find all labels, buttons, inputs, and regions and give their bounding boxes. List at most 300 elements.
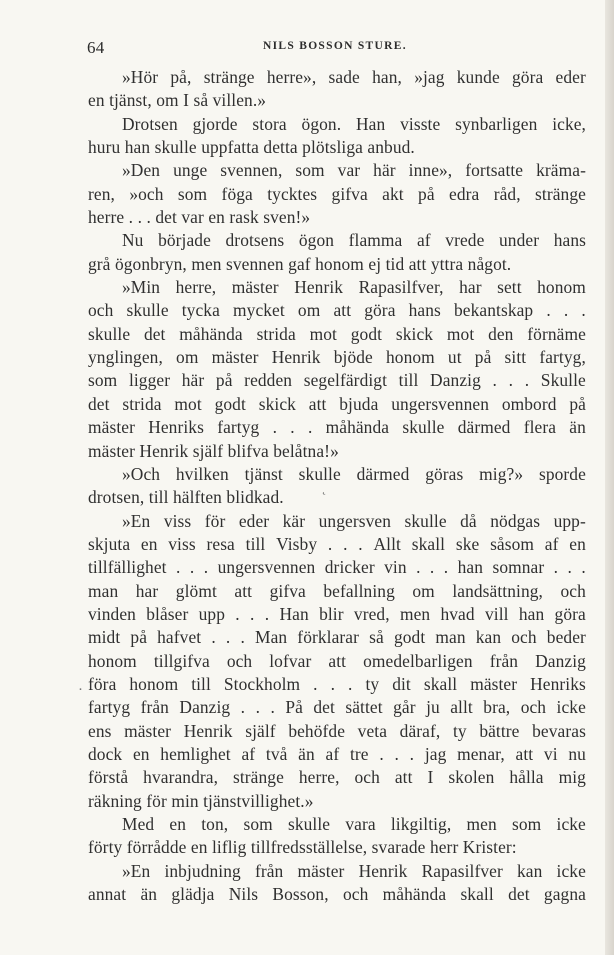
word: . [235,603,240,624]
word: På [285,697,303,718]
word: mäster [88,417,135,438]
word: mycket [233,300,285,321]
word: . [581,557,586,578]
word: . [270,697,275,718]
word: Danzig [430,370,481,391]
word: ungersvennen [391,393,490,414]
word: skulle [154,137,202,158]
word: honom [315,253,369,274]
word: eder [555,67,586,87]
word: dit [392,673,411,694]
word: Med [122,814,155,834]
word: det [88,393,110,414]
word: hvad [440,603,475,624]
word: inbjudning [164,860,241,881]
word: mot [174,393,202,414]
word: . [443,557,449,578]
word: strida [256,323,296,344]
word: det [143,323,166,344]
text-line [88,206,586,229]
word: till [148,487,173,508]
word: mäster [231,277,279,298]
word: . [225,627,231,648]
word: . [546,300,551,321]
word: tre [349,743,369,764]
word: af [325,743,340,764]
text-line [88,136,586,159]
word: förklarar [297,627,360,648]
word: göra [554,603,586,624]
word: kunde [456,67,500,87]
word: vinden [88,603,136,624]
word: gifva [331,183,368,204]
word: bjuda [339,393,379,414]
word: unge [173,160,208,181]
word: herre, [175,277,217,298]
word: vi [543,743,558,764]
word: fartyg [88,697,131,718]
word: om [297,300,321,321]
word: »En [122,860,151,881]
word: därmed [356,463,410,484]
word: . [175,557,181,578]
word: ögonbryn, [114,253,192,274]
word: fartyg [217,417,260,438]
text-line [88,580,586,603]
word: en [190,837,212,858]
word: kär [282,510,306,531]
word: vara [345,814,376,834]
word: . [581,300,586,321]
text-line [88,533,586,556]
word: Rapasilfver, [358,277,444,298]
word: man [435,627,466,648]
word: Bosson, [272,884,329,905]
word: . [492,370,497,391]
word: att [234,580,253,601]
word: allt [450,697,473,718]
word: som [243,814,273,834]
word: »och [129,183,164,204]
word: sitt [504,347,527,368]
word: mot [446,323,475,344]
word: ögon. [301,113,342,134]
word: att [308,393,327,414]
word: . [416,557,421,578]
text-line [88,813,586,836]
word: hvilken [175,463,229,484]
word: från [140,697,169,718]
word: att [408,253,431,274]
word: mäster [124,720,172,741]
word: och [511,627,537,648]
word: Henrik [139,440,193,461]
word: . [524,370,530,391]
word: . [272,417,278,438]
text-line [88,393,586,416]
word: en [569,533,586,554]
word: min [171,790,204,811]
word: svarade [371,837,430,858]
word: på [130,627,148,648]
word: drotsen, [88,487,149,508]
word: . [508,370,514,391]
word: måhända [325,417,390,438]
word: på [474,347,492,368]
word: »Den [122,160,161,181]
word: Man [255,627,288,648]
text-line [88,89,586,112]
word: skulle [402,417,445,438]
word: »En [122,510,151,531]
word: tjänstvillighet.» [203,790,314,811]
word: . [250,603,255,624]
word: af [241,743,256,764]
word: sporde [538,463,586,484]
word: hans [553,230,586,251]
word: två [265,743,288,764]
word: en [169,814,187,834]
text-line [88,253,586,276]
word: »Och [122,463,161,484]
word: skick [258,393,296,414]
word: . [290,417,295,438]
word: måhända [179,323,243,344]
word: visste [400,113,441,134]
word: om [176,347,199,368]
word: Henrik [294,277,344,298]
word: Stockholm [223,673,301,694]
word: svennen [226,253,289,274]
word: förty [88,837,127,858]
word: villen.» [212,90,267,111]
word: han, [372,67,402,87]
word: han [124,137,155,158]
word: tillfredsställelse, [250,837,372,858]
word: Danzig [535,650,586,671]
word: ske [455,533,480,554]
word: Henriks [148,417,204,438]
word: på [569,393,586,414]
text-line [88,766,586,789]
word: blidkad. [226,487,284,508]
word: Rapasilfver [421,860,503,881]
word: uppfatta [201,137,264,158]
text-line [88,299,586,322]
word: . [330,673,336,694]
word: här [181,370,205,391]
word: lofvar [269,650,312,671]
word: bra, [483,697,511,718]
word: och [342,884,369,905]
word: . [409,743,415,764]
word: icke [556,814,586,834]
word: af [544,533,559,554]
word: går [393,697,416,718]
word: kan [475,627,502,648]
word: svennen, [220,160,283,181]
word: något. [467,253,512,274]
word: mot [309,323,337,344]
word: nödgas [490,510,541,531]
word: har [459,277,482,298]
word: . [146,207,156,228]
word: en [208,207,230,228]
text-line [88,346,586,369]
word: här [373,160,396,181]
page-number: 64 [87,38,105,57]
margin-speck: · [78,682,83,698]
word: skall [411,533,446,554]
word: göra [512,67,544,87]
word: hälften [172,487,227,508]
word: Visby [276,533,318,554]
word: . [567,557,572,578]
word: Drotsen [122,113,178,134]
word: att [515,743,534,764]
word: ty [452,720,467,741]
word: göras [425,463,464,484]
word: befallning [323,580,395,601]
word: midt [88,627,121,648]
word: till [191,673,211,694]
word: blifva [227,440,274,461]
word: skick [395,323,434,344]
word: skulle [287,814,331,834]
word: . [429,557,435,578]
word: stränge [203,67,255,87]
word: Nils [228,884,259,905]
word: skulle [404,510,447,531]
word: resa [206,533,235,554]
word: att [328,650,347,671]
word: viss [168,533,196,554]
word: en [88,90,110,111]
word: vred, [353,603,390,624]
text-line [88,369,586,392]
word: plötsliga [302,137,368,158]
word: ligger [128,370,171,391]
word: ens [88,720,112,741]
word: hafvet [157,627,202,648]
word: stränge [535,183,586,204]
word: sven!» [263,207,311,228]
word: stora [252,113,287,134]
word: hålla [509,767,544,788]
word: . [394,743,399,764]
word: I [427,767,434,788]
word: landsättning, [452,580,543,601]
word: det [155,207,182,228]
word: . [137,207,147,228]
word: skulle [126,300,169,321]
word: behöfde [288,720,346,741]
word: omedelbarligen [363,650,473,671]
word: sade [328,67,360,87]
word: och [354,767,380,788]
word: ombord [501,393,557,414]
word: . [343,533,348,554]
text-line [88,720,586,743]
word: blåser [146,603,189,624]
word: drotsens [225,230,285,251]
word: skjuta [88,533,131,554]
word: var [337,160,361,181]
word: herre», [266,67,317,87]
word: som [177,183,208,204]
word: från [254,860,284,881]
text-line [88,440,586,463]
word: det [313,697,335,718]
word: mäster [211,347,259,368]
word: ton, [201,814,229,834]
word: yttra [430,253,468,274]
word: icke [556,697,586,718]
word: honom [385,347,435,368]
word: ynglingen, [88,347,163,368]
word: att [333,300,352,321]
word: vrede [445,230,485,251]
text-line [88,556,586,579]
word: det [508,884,530,905]
word: veta [357,720,388,741]
word: glädja [171,884,215,905]
word: och [226,650,253,671]
word: ju [426,697,440,718]
word: huru [88,137,125,158]
word: på, [170,67,192,87]
word: »jag [414,67,445,87]
word: han [518,603,545,624]
word: en [132,743,150,764]
word: Henriks [530,673,586,694]
word: ungersvennen [217,557,316,578]
word: men [191,253,227,274]
word: förstå [88,767,129,788]
text-line [88,696,586,719]
word: anbud. [367,137,415,158]
word: godt [393,627,426,648]
word: måhända [382,884,447,905]
word: för [204,510,226,531]
word: tjänst [244,463,283,484]
running-head: NILS BOSSON STURE. [263,40,407,52]
word: mäster [297,860,345,881]
word: beder [546,627,586,648]
word: tid [385,253,409,274]
text-line [88,673,586,696]
word: flamma [348,230,403,251]
text-line [88,743,586,766]
word: man [88,580,119,601]
paper-speck: ˛ [322,480,327,495]
word: bekantskap [454,300,534,321]
word: gjorde [192,113,238,134]
text-line [88,159,586,182]
word: inne», [408,160,453,181]
word: herre [88,207,129,228]
body-text [88,66,586,906]
word: ty [365,673,380,694]
word: skulle [298,463,341,484]
word: Danzig [179,697,231,718]
word: men [466,814,497,834]
word: herr [429,837,463,858]
word: strida [122,393,162,414]
word: jag [424,743,447,764]
word: däraf, [399,720,441,741]
word: Nu [122,230,144,251]
word: vin [384,557,407,578]
text-line [88,883,586,906]
word: herre, [298,767,340,788]
word: från [489,650,519,671]
word: började [158,230,211,251]
word: mäster [470,673,518,694]
word: Allt [373,533,401,554]
word: så [369,627,384,648]
word: den [488,323,514,344]
word: rask [229,207,264,228]
word: fortsatte [465,160,524,181]
word: och [520,697,547,718]
word: tjänst, [109,90,157,111]
word: själf [192,440,228,461]
text-line [88,626,586,649]
word: . [203,557,209,578]
word: på [418,183,435,204]
word: menar, [457,743,505,764]
word: icke, [552,113,586,134]
word: till [245,533,266,554]
word: Henrik [183,720,233,741]
word: ren, [88,183,115,204]
word: redden [244,370,293,391]
word: grå [88,253,115,274]
word: . [264,603,270,624]
page-header [87,38,587,56]
word: stränge [232,767,284,788]
word: likgiltig, [390,814,452,834]
word: vill [484,603,509,624]
word: detta [263,137,303,158]
text-line [88,603,586,626]
word: såsom [490,533,535,554]
word: om [156,90,184,111]
word: dock [88,743,123,764]
word: gaf [288,253,316,274]
word: då [460,510,477,531]
word: upp [198,603,226,624]
word: . [255,697,261,718]
text-line [88,323,586,346]
word: belåtna!» [273,440,339,461]
word: dricker [324,557,375,578]
word: synbarligen [455,113,538,134]
word: och [88,300,114,321]
word: att [394,767,413,788]
word: liflig [211,837,251,858]
word: . [313,673,318,694]
text-line [88,66,586,89]
word: så [193,90,213,111]
word: än [569,417,586,438]
word: har [135,580,159,601]
word: . [128,207,138,228]
word: kan [517,860,543,881]
word: . [189,557,195,578]
word: . [379,743,384,764]
